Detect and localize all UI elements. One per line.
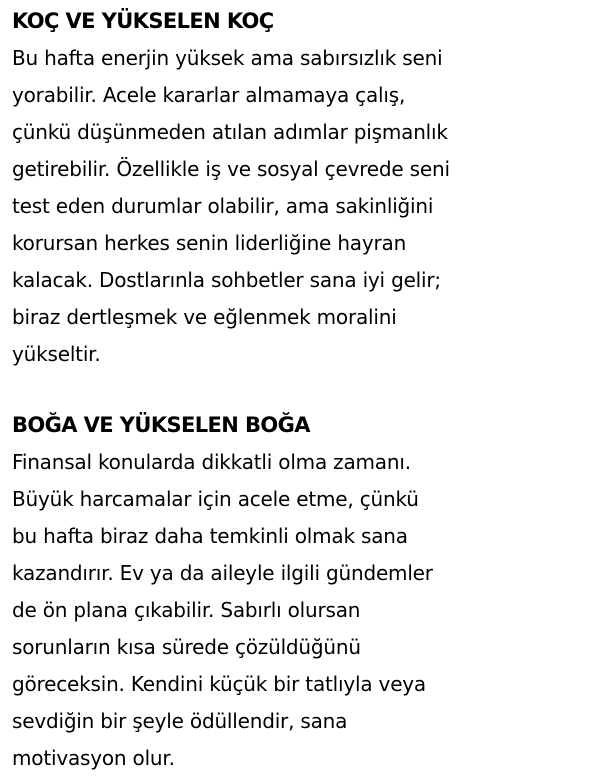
body-line: kalacak. Dostlarınla sohbetler sana iyi gelir; bbox=[12, 268, 441, 292]
body-line: korursan herkes senin liderliğine hayran bbox=[12, 231, 407, 255]
body-line: çünkü düşünmeden atılan adımlar pişmanlık bbox=[12, 120, 448, 144]
body-line: Büyük harcamalar için acele etme, çünkü bbox=[12, 487, 419, 511]
body-line: yorabilir. Acele kararlar almamaya çalış, bbox=[12, 83, 406, 107]
body-line: göreceksin. Kendini küçük bir tatlıyla veya bbox=[12, 672, 426, 696]
body-line: sorunların kısa sürede çözüldüğünü bbox=[12, 635, 361, 659]
section-boga bbox=[12, 407, 600, 777]
body-line: Finansal konularda dikkatli olma zamanı. bbox=[12, 450, 411, 474]
body-line: yükseltir. bbox=[12, 342, 101, 366]
body-line: Bu hafta enerjin yüksek ama sabırsızlık seni bbox=[12, 46, 443, 70]
section-body-boga bbox=[12, 444, 600, 777]
body-line: motivasyon olur. bbox=[12, 746, 175, 770]
horoscope-article bbox=[12, 3, 600, 777]
body-line: bu hafta biraz daha temkinli olmak sana bbox=[12, 524, 408, 548]
section-body-koc bbox=[12, 40, 600, 373]
body-line: de ön plana çıkabilir. Sabırlı olursan bbox=[12, 598, 361, 622]
section-title-boga: BOĞA VE YÜKSELEN BOĞA bbox=[12, 413, 310, 437]
body-line: getirebilir. Özellikle iş ve sosyal çevrede seni bbox=[12, 157, 450, 181]
body-line: test eden durumlar olabilir, ama sakinliğini bbox=[12, 194, 434, 218]
body-line: kazandırır. Ev ya da aileyle ilgili gündemler bbox=[12, 561, 433, 585]
section-koc bbox=[12, 3, 600, 373]
section-title-koc: KOÇ VE YÜKSELEN KOÇ bbox=[12, 9, 274, 33]
body-line: biraz dertleşmek ve eğlenmek moralini bbox=[12, 305, 397, 329]
body-line: sevdiğin bir şeyle ödüllendir, sana bbox=[12, 709, 348, 733]
